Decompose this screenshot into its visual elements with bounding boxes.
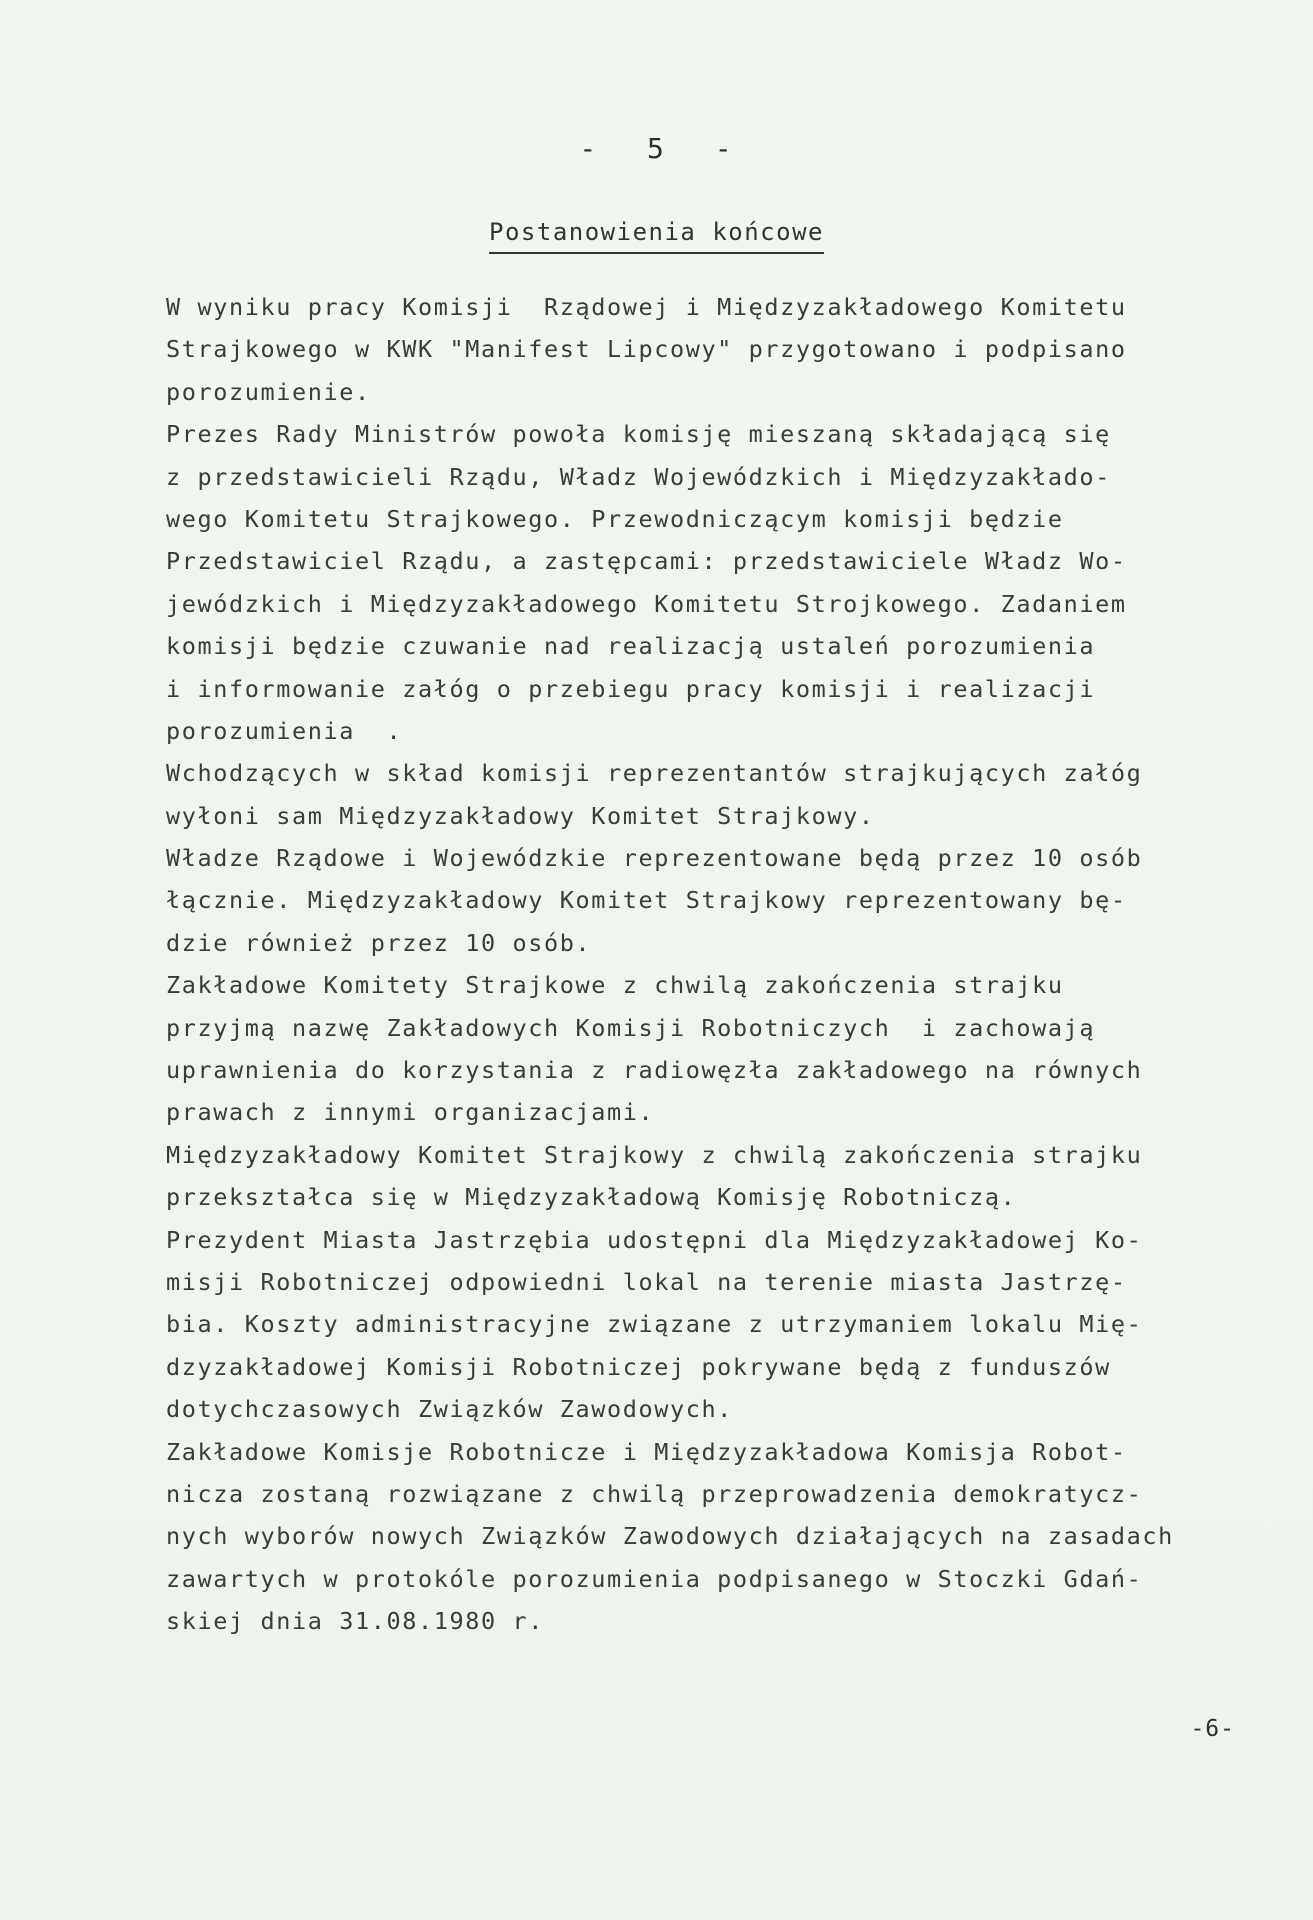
text-line: skiej dnia 31.08.1980 r. xyxy=(166,1607,544,1636)
text-line: Strajkowego w KWK "Manifest Lipcowy" przygotowano i podpisano xyxy=(166,335,1127,364)
text-line: misji Robotniczej odpowiedni lokal na terenie miasta Jastrzę- xyxy=(166,1267,1127,1296)
text-line: Władze Rządowe i Wojewódzkie reprezentowane będą przez 10 osób xyxy=(166,844,1143,873)
page-number: - 5 - xyxy=(579,132,734,165)
text-line: uprawnienia do korzystania z radiowęzła zakładowego na równych xyxy=(166,1056,1143,1085)
text-line: łącznie. Międzyzakładowy Komitet Strajkowy reprezentowany bę- xyxy=(166,886,1127,915)
text-line: nicza zostaną rozwiązane z chwilą przeprowadzenia demokratycz- xyxy=(166,1479,1143,1508)
text-line: Zakładowe Komitety Strajkowe z chwilą zakończenia strajku xyxy=(166,971,1064,1000)
text-line: zawartych w protokóle porozumienia podpisanego w Stoczki Gdań- xyxy=(166,1564,1143,1593)
text-line: wyłoni sam Międzyzakładowy Komitet Strajkowy. xyxy=(166,801,875,830)
text-line: prawach z innymi organizacjami. xyxy=(166,1098,655,1127)
text-line: dzie również przez 10 osób. xyxy=(166,928,592,957)
text-line: bia. Koszty administracyjne związane z utrzymaniem lokalu Mię- xyxy=(166,1310,1143,1339)
text-line: jewódzkich i Międzyzakładowego Komitetu Strojkowego. Zadaniem xyxy=(166,589,1127,618)
text-line: W wyniku pracy Komisji Rządowej i Międzyzakładowego Komitetu xyxy=(166,293,1127,321)
text-line: dotychczasowych Związków Zawodowych. xyxy=(166,1395,733,1424)
text-line: porozumienie. xyxy=(166,377,371,406)
text-line: Przedstawiciel Rządu, a zastępcami: przedstawiciele Władz Wo- xyxy=(166,547,1127,576)
text-line: Prezes Rady Ministrów powoła komisję mieszaną składającą się xyxy=(166,420,1111,449)
text-line: Zakładowe Komisje Robotnicze i Międzyzakładowa Komisja Robot- xyxy=(166,1437,1127,1466)
text-line: wego Komitetu Strajkowego. Przewodniczącym komisji będzie xyxy=(166,504,1064,533)
text-line: Wchodzących w skład komisji reprezentantów strajkujących załóg xyxy=(166,759,1143,788)
text-line: Prezydent Miasta Jastrzębia udostępni dla Międzyzakładowej Ko- xyxy=(166,1225,1143,1254)
text-line: komisji będzie czuwanie nad realizacją ustaleń porozumienia xyxy=(166,632,1096,661)
text-line: przekształca się w Międzyzakładową Komisję Robotniczą. xyxy=(166,1183,1017,1212)
text-line: porozumienia . xyxy=(166,716,403,745)
text-line: nych wyborów nowych Związków Zawodowych działających na zasadach xyxy=(166,1522,1174,1551)
text-line: Międzyzakładowy Komitet Strajkowy z chwilą zakończenia strajku xyxy=(166,1140,1143,1169)
text-line: z przedstawicieli Rządu, Władz Wojewódzkich i Międzyzakłado- xyxy=(166,462,1111,491)
text-line: przyjmą nazwę Zakładowych Komisji Robotniczych i zachowają xyxy=(166,1013,1096,1042)
section-heading xyxy=(0,218,1313,246)
text-line: dzyzakładowej Komisji Robotniczej pokrywane będą z funduszów xyxy=(166,1352,1111,1381)
section-heading-text: Postanowienia końcowe xyxy=(489,218,824,254)
body-text xyxy=(166,286,1296,1643)
next-page-marker: -6- xyxy=(1190,1716,1235,1742)
text-line: i informowanie załóg o przebiegu pracy komisji i realizacji xyxy=(166,674,1096,703)
